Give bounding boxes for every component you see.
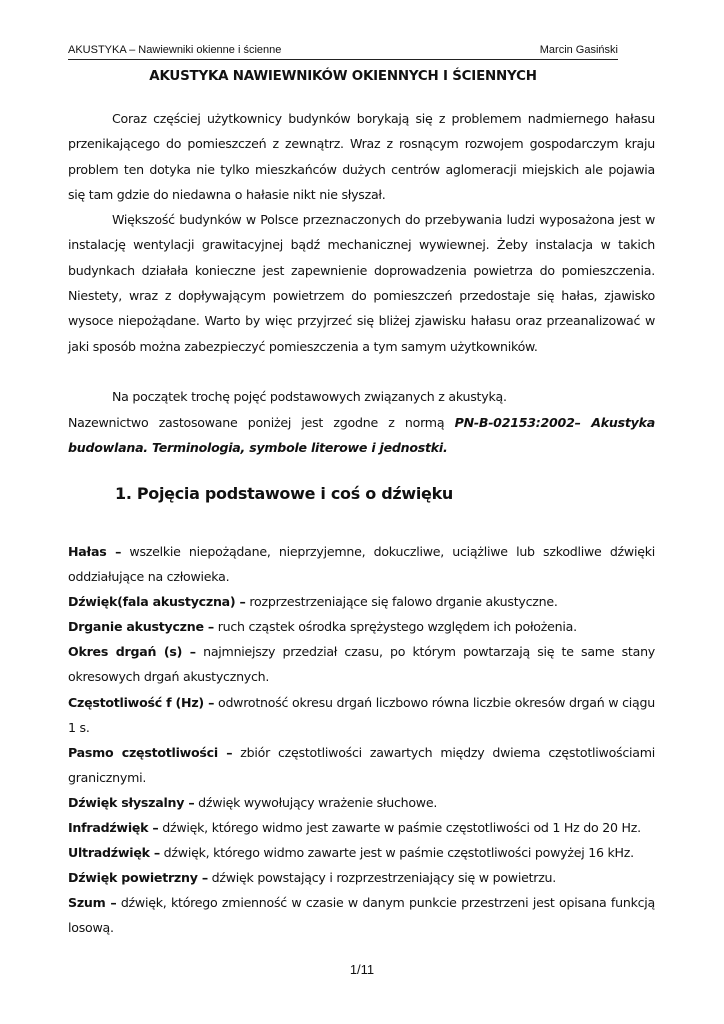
definition-item [68,840,655,865]
intro-paragraph-4 [68,410,655,461]
definition-text: dźwięk, którego widmo jest zawarte w paśmie częstotliwości od 1 Hz do 20 Hz. [158,820,641,836]
document-title: AKUSTYKA NAWIEWNIKÓW OKIENNYCH I ŚCIENNYCH [149,69,537,84]
definition-term: Szum – [68,895,117,911]
definition-term: Dźwięk powietrzny – [68,870,208,886]
definition-term: Dźwięk słyszalny – [68,794,195,810]
header-document-title: AKUSTYKA – Nawiewniki okienne i ścienne [68,44,282,56]
intro-paragraph-3: Na początek trochę pojęć podstawowych związanych z akustyką. [112,389,507,405]
definition-term: Ultradźwięk – [68,845,160,861]
definition-item [68,740,655,790]
definition-item [68,790,655,815]
definition-text: dźwięk, którego zmienność w czasie w danym punkcie przestrzeni jest opisana funkcją losową. [68,895,655,936]
definition-text: wszelkie niepożądane, nieprzyjemne, dokuczliwe, uciążliwe lub szkodliwe dźwięki oddziałujące na człowieka. [68,544,656,585]
intro-paragraph-1: Coraz częściej użytkownicy budynków borykają się z problemem nadmiernego hałasu przenikającego do pomieszczeń z zewnątrz. Wraz z rosnącym rozwojem gospodarczym kraju problem ten dotyka nie tylko mieszkańców dużych centrów aglomeracji miejskich ale pojawia się tam gdzie do niedawna o hałasie nikt nie słyszał. [68,111,655,202]
definition-text: najmniejszy przedział czasu, po którym powtarzają się te same stany okresowych drgań akustycznych. [68,644,655,685]
section-heading: 1. Pojęcia podstawowe i coś o dźwięku [115,484,454,503]
definition-item [68,890,655,940]
definition-item [68,865,655,890]
definition-text: dźwięk wywołujący wrażenie słuchowe. [194,794,438,810]
definition-text: ruch cząstek ośrodka sprężystego względem ich położenia. [213,619,577,635]
definition-text: dźwięk, którego widmo zawarte jest w paśmie częstotliwości powyżej 16 kHz. [159,845,634,861]
spacer [68,359,655,384]
definition-term: Okres drgań (s) – [68,644,196,660]
definition-item [68,614,655,639]
definition-item [68,589,655,614]
definition-item [68,690,655,740]
definition-term: Infradźwięk – [68,820,159,836]
definition-item [68,539,655,589]
definition-item [68,639,655,689]
norm-reference: PN-B-02153:2002– Akustyka budowlana. Terminologia, symbole literowe i jednostki. [68,414,655,455]
definition-term: Drganie akustyczne – [68,619,214,635]
definition-term: Częstotliwość f (Hz) – [68,694,215,710]
definition-text: odwrotność okresu drgań liczbowo równa liczbie okresów drgań w ciągu 1 s. [68,694,655,735]
intro-section [68,106,655,460]
definition-text: rozprzestrzeniające się falowo drganie akustyczne. [245,594,558,610]
definition-term: Pasmo częstotliwości – [68,744,233,760]
definition-term: Dźwięk(fala akustyczna) – [68,594,246,610]
page-number: 1/11 [349,962,375,977]
definitions-list [68,539,655,941]
definition-text: dźwięk powstający i rozprzestrzeniający się w powietrzu. [207,870,557,886]
definition-item [68,815,655,840]
definition-text: zbiór częstotliwości zawartych między dwiema częstotliwościami granicznymi. [68,744,655,785]
page-header [68,43,618,60]
header-author: Marcin Gasiński [539,44,618,56]
intro-paragraph-2: Większość budynków w Polsce przeznaczonych do przebywania ludzi wyposażona jest w instalację wentylacji grawitacyjnej bądź mechanicznej wywiewnej. Żeby instalacja w takich budynkach działała konieczne jest zapewnienie doprowadzenia powietrza do pomieszczenia. Niestety, wraz z dopływającym powietrzem do pomieszczeń przedostaje się hałas, zjawisko wysoce niepożądane. Warto by więc przyjrzeć się bliżej zjawisku hałasu oraz przeanalizować w jaki sposób można zabezpieczyć pomieszczenia a tym samym użytkowników. [68,212,655,354]
definition-term: Hałas – [68,544,122,559]
norm-prefix: Nazewnictwo zastosowane poniżej jest zgodne z normą [68,414,455,430]
